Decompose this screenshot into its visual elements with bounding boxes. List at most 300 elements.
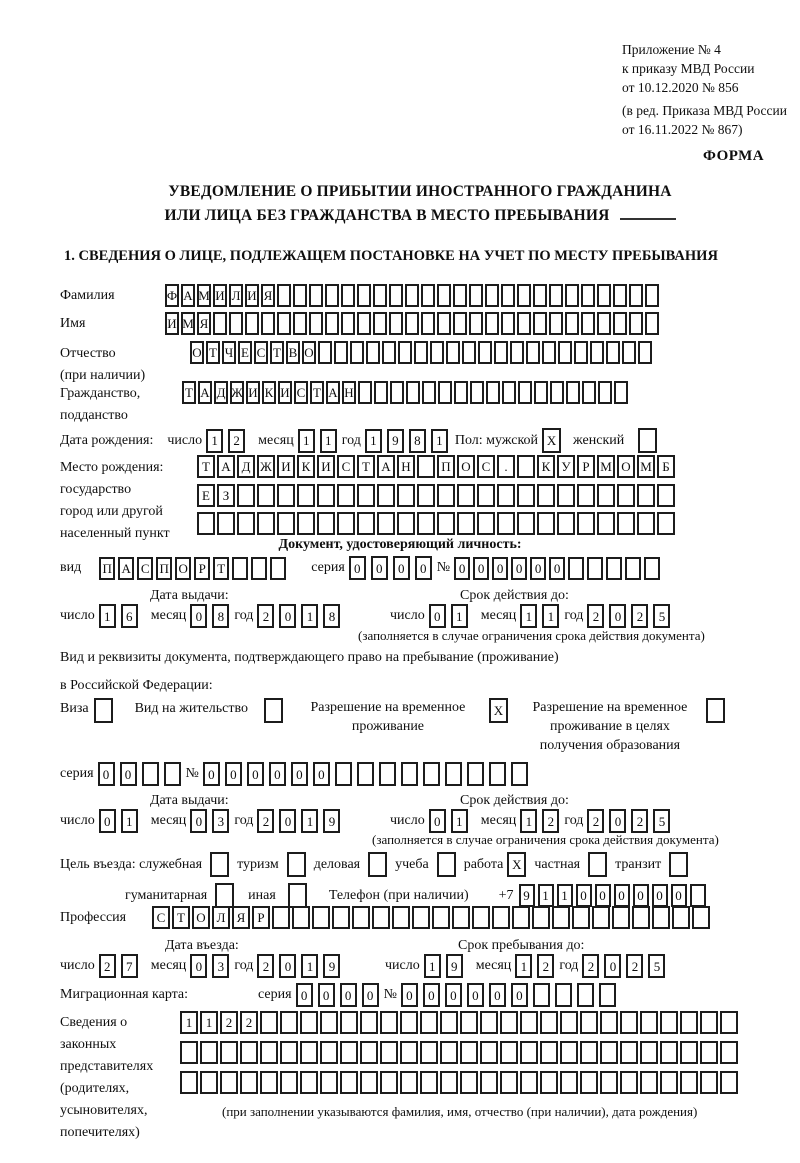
char-cell[interactable] (580, 1011, 598, 1034)
char-cell[interactable] (340, 1041, 358, 1064)
char-cell[interactable]: Ж (230, 381, 244, 404)
char-cell[interactable] (617, 484, 635, 507)
char-cell[interactable] (372, 906, 390, 929)
char-cell[interactable] (533, 983, 550, 1007)
char-cell[interactable]: 2 (582, 954, 599, 978)
char-cell[interactable]: 0 (203, 762, 220, 786)
char-cell[interactable]: М (597, 455, 615, 478)
char-cell[interactable]: С (337, 455, 355, 478)
char-cell[interactable] (357, 484, 375, 507)
char-cell[interactable] (577, 484, 595, 507)
char-cell[interactable] (597, 312, 611, 335)
char-cell[interactable] (550, 381, 564, 404)
char-cell[interactable] (200, 1071, 218, 1094)
char-cell[interactable] (320, 1071, 338, 1094)
char-cell[interactable] (292, 906, 310, 929)
char-cell[interactable] (486, 381, 500, 404)
char-cell[interactable] (597, 284, 611, 307)
char-cell[interactable]: 0 (576, 884, 592, 907)
char-cell[interactable]: 8 (323, 604, 340, 628)
char-cell[interactable] (352, 906, 370, 929)
char-cell[interactable] (577, 512, 595, 535)
char-cell[interactable] (200, 1041, 218, 1064)
char-cell[interactable] (240, 1041, 258, 1064)
char-cell[interactable] (297, 512, 315, 535)
char-cell[interactable]: 1 (538, 884, 554, 907)
char-cell[interactable] (672, 906, 690, 929)
char-cell[interactable] (540, 1041, 558, 1064)
char-cell[interactable]: 0 (279, 604, 296, 628)
char-cell[interactable] (517, 284, 531, 307)
char-cell[interactable]: 9 (446, 954, 463, 978)
char-cell[interactable]: З (217, 484, 235, 507)
char-cell[interactable] (560, 1071, 578, 1094)
char-cell[interactable] (341, 284, 355, 307)
char-cell[interactable] (420, 1071, 438, 1094)
char-cell[interactable]: Р (577, 455, 595, 478)
char-cell[interactable] (533, 284, 547, 307)
char-cell[interactable] (197, 512, 215, 535)
char-cell[interactable] (598, 381, 612, 404)
char-cell[interactable] (660, 1011, 678, 1034)
char-cell[interactable] (400, 1041, 418, 1064)
char-cell[interactable]: П (437, 455, 455, 478)
char-cell[interactable] (520, 1041, 538, 1064)
char-cell[interactable] (210, 852, 229, 877)
char-cell[interactable]: К (262, 381, 276, 404)
char-cell[interactable] (477, 484, 495, 507)
char-cell[interactable]: 6 (121, 604, 138, 628)
char-cell[interactable]: 3 (212, 809, 229, 833)
char-cell[interactable] (357, 762, 374, 786)
char-cell[interactable]: 1 (451, 809, 468, 833)
char-cell[interactable] (445, 762, 462, 786)
char-cell[interactable]: 2 (626, 954, 643, 978)
char-cell[interactable]: X (489, 698, 508, 723)
char-cell[interactable] (297, 484, 315, 507)
char-cell[interactable]: 2 (99, 954, 116, 978)
char-cell[interactable] (534, 381, 548, 404)
char-cell[interactable] (335, 762, 352, 786)
char-cell[interactable] (629, 312, 643, 335)
char-cell[interactable] (374, 381, 388, 404)
char-cell[interactable] (557, 512, 575, 535)
char-cell[interactable] (421, 312, 435, 335)
char-cell[interactable] (405, 312, 419, 335)
char-cell[interactable] (520, 1071, 538, 1094)
char-cell[interactable]: 9 (323, 809, 340, 833)
char-cell[interactable] (320, 1041, 338, 1064)
char-cell[interactable]: 0 (489, 983, 506, 1007)
char-cell[interactable]: Б (657, 455, 675, 478)
char-cell[interactable] (645, 284, 659, 307)
char-cell[interactable] (599, 983, 616, 1007)
char-cell[interactable] (357, 312, 371, 335)
char-cell[interactable]: 1 (301, 604, 318, 628)
char-cell[interactable] (437, 284, 451, 307)
char-cell[interactable] (637, 484, 655, 507)
char-cell[interactable] (293, 284, 307, 307)
char-cell[interactable] (257, 484, 275, 507)
char-cell[interactable] (469, 284, 483, 307)
char-cell[interactable] (280, 1071, 298, 1094)
char-cell[interactable] (420, 1011, 438, 1034)
char-cell[interactable]: С (294, 381, 308, 404)
char-cell[interactable]: 1 (520, 604, 537, 628)
char-cell[interactable] (518, 381, 532, 404)
char-cell[interactable] (309, 284, 323, 307)
char-cell[interactable]: 1 (431, 429, 448, 453)
char-cell[interactable]: 0 (318, 983, 335, 1007)
char-cell[interactable] (460, 1041, 478, 1064)
char-cell[interactable] (549, 312, 563, 335)
char-cell[interactable]: К (297, 455, 315, 478)
char-cell[interactable]: 0 (445, 983, 462, 1007)
char-cell[interactable] (422, 381, 436, 404)
char-cell[interactable] (317, 484, 335, 507)
char-cell[interactable] (377, 512, 395, 535)
char-cell[interactable] (657, 484, 675, 507)
char-cell[interactable] (557, 484, 575, 507)
char-cell[interactable]: 1 (301, 954, 318, 978)
char-cell[interactable] (251, 557, 267, 580)
char-cell[interactable] (560, 1011, 578, 1034)
char-cell[interactable] (312, 906, 330, 929)
char-cell[interactable]: Л (229, 284, 243, 307)
char-cell[interactable] (565, 312, 579, 335)
char-cell[interactable]: 1 (121, 809, 138, 833)
char-cell[interactable]: 0 (549, 557, 565, 580)
char-cell[interactable] (232, 557, 248, 580)
char-cell[interactable] (680, 1041, 698, 1064)
char-cell[interactable]: С (254, 341, 268, 364)
char-cell[interactable]: О (190, 341, 204, 364)
char-cell[interactable]: 1 (99, 604, 116, 628)
char-cell[interactable] (452, 906, 470, 929)
char-cell[interactable]: 0 (296, 983, 313, 1007)
char-cell[interactable] (164, 762, 181, 786)
char-cell[interactable]: И (278, 381, 292, 404)
char-cell[interactable] (645, 312, 659, 335)
char-cell[interactable]: Ж (257, 455, 275, 478)
char-cell[interactable] (280, 1041, 298, 1064)
char-cell[interactable] (497, 512, 515, 535)
char-cell[interactable] (640, 1011, 658, 1034)
char-cell[interactable] (368, 852, 387, 877)
char-cell[interactable]: 2 (257, 954, 274, 978)
char-cell[interactable] (340, 1011, 358, 1034)
char-cell[interactable]: 1 (206, 429, 223, 453)
char-cell[interactable] (293, 312, 307, 335)
char-cell[interactable] (412, 906, 430, 929)
char-cell[interactable] (390, 381, 404, 404)
char-cell[interactable]: 0 (671, 884, 687, 907)
char-cell[interactable]: П (156, 557, 172, 580)
char-cell[interactable]: 0 (279, 809, 296, 833)
char-cell[interactable] (581, 312, 595, 335)
char-cell[interactable]: 9 (519, 884, 535, 907)
char-cell[interactable] (700, 1011, 718, 1034)
char-cell[interactable] (264, 698, 283, 723)
char-cell[interactable] (590, 341, 604, 364)
char-cell[interactable] (582, 381, 596, 404)
char-cell[interactable]: 7 (121, 954, 138, 978)
char-cell[interactable]: С (137, 557, 153, 580)
char-cell[interactable]: Р (194, 557, 210, 580)
char-cell[interactable] (511, 762, 528, 786)
char-cell[interactable] (501, 284, 515, 307)
char-cell[interactable] (217, 512, 235, 535)
char-cell[interactable]: 2 (240, 1011, 258, 1034)
char-cell[interactable]: X (507, 852, 526, 877)
char-cell[interactable] (457, 512, 475, 535)
char-cell[interactable]: К (537, 455, 555, 478)
char-cell[interactable]: И (245, 284, 259, 307)
char-cell[interactable] (377, 484, 395, 507)
char-cell[interactable] (277, 284, 291, 307)
char-cell[interactable] (638, 341, 652, 364)
char-cell[interactable] (500, 1041, 518, 1064)
char-cell[interactable]: 0 (98, 762, 115, 786)
char-cell[interactable]: 2 (587, 809, 604, 833)
char-cell[interactable] (287, 852, 306, 877)
char-cell[interactable] (558, 341, 572, 364)
char-cell[interactable] (706, 698, 725, 723)
char-cell[interactable] (669, 852, 688, 877)
char-cell[interactable]: 0 (247, 762, 264, 786)
char-cell[interactable] (380, 1011, 398, 1034)
char-cell[interactable]: 0 (401, 983, 418, 1007)
char-cell[interactable]: А (198, 381, 212, 404)
char-cell[interactable] (502, 381, 516, 404)
char-cell[interactable] (317, 512, 335, 535)
char-cell[interactable] (460, 1071, 478, 1094)
char-cell[interactable] (288, 883, 307, 908)
char-cell[interactable] (398, 341, 412, 364)
char-cell[interactable] (220, 1071, 238, 1094)
char-cell[interactable] (446, 341, 460, 364)
char-cell[interactable]: 0 (120, 762, 137, 786)
char-cell[interactable] (606, 341, 620, 364)
char-cell[interactable]: 0 (609, 604, 626, 628)
char-cell[interactable] (560, 1041, 578, 1064)
char-cell[interactable] (470, 381, 484, 404)
char-cell[interactable] (277, 312, 291, 335)
char-cell[interactable]: 5 (653, 604, 670, 628)
char-cell[interactable] (533, 312, 547, 335)
char-cell[interactable] (640, 1071, 658, 1094)
char-cell[interactable] (632, 906, 650, 929)
char-cell[interactable]: 2 (537, 954, 554, 978)
char-cell[interactable] (517, 455, 535, 478)
char-cell[interactable] (420, 1041, 438, 1064)
char-cell[interactable] (597, 484, 615, 507)
char-cell[interactable] (565, 284, 579, 307)
char-cell[interactable]: Т (182, 381, 196, 404)
char-cell[interactable]: 0 (313, 762, 330, 786)
char-cell[interactable] (334, 341, 348, 364)
char-cell[interactable] (261, 312, 275, 335)
char-cell[interactable]: 0 (190, 954, 207, 978)
char-cell[interactable] (614, 381, 628, 404)
char-cell[interactable] (400, 1071, 418, 1094)
char-cell[interactable]: М (637, 455, 655, 478)
char-cell[interactable] (600, 1011, 618, 1034)
char-cell[interactable] (437, 852, 456, 877)
char-cell[interactable]: А (118, 557, 134, 580)
char-cell[interactable]: М (181, 312, 195, 335)
char-cell[interactable] (237, 484, 255, 507)
char-cell[interactable] (417, 512, 435, 535)
char-cell[interactable] (692, 906, 710, 929)
char-cell[interactable] (572, 906, 590, 929)
char-cell[interactable]: Я (232, 906, 250, 929)
char-cell[interactable]: Н (397, 455, 415, 478)
char-cell[interactable]: И (213, 284, 227, 307)
char-cell[interactable] (501, 312, 515, 335)
char-cell[interactable] (485, 312, 499, 335)
char-cell[interactable]: М (197, 284, 211, 307)
char-cell[interactable] (260, 1041, 278, 1064)
char-cell[interactable]: Т (310, 381, 324, 404)
char-cell[interactable]: О (192, 906, 210, 929)
char-cell[interactable]: Т (213, 557, 229, 580)
char-cell[interactable]: 0 (371, 556, 388, 580)
char-cell[interactable] (680, 1071, 698, 1094)
char-cell[interactable] (220, 1041, 238, 1064)
char-cell[interactable] (660, 1071, 678, 1094)
char-cell[interactable] (620, 1011, 638, 1034)
char-cell[interactable] (280, 1011, 298, 1034)
char-cell[interactable] (360, 1071, 378, 1094)
char-cell[interactable] (478, 341, 492, 364)
char-cell[interactable] (720, 1011, 738, 1034)
char-cell[interactable]: 5 (648, 954, 665, 978)
char-cell[interactable]: 0 (393, 556, 410, 580)
char-cell[interactable] (629, 284, 643, 307)
char-cell[interactable] (277, 484, 295, 507)
char-cell[interactable]: 9 (323, 954, 340, 978)
char-cell[interactable] (360, 1011, 378, 1034)
char-cell[interactable]: Т (270, 341, 284, 364)
char-cell[interactable]: О (457, 455, 475, 478)
char-cell[interactable]: Н (342, 381, 356, 404)
char-cell[interactable]: 0 (349, 556, 366, 580)
char-cell[interactable] (437, 484, 455, 507)
char-cell[interactable] (467, 762, 484, 786)
char-cell[interactable] (477, 512, 495, 535)
char-cell[interactable] (657, 512, 675, 535)
char-cell[interactable] (350, 341, 364, 364)
char-cell[interactable]: 9 (387, 429, 404, 453)
char-cell[interactable]: 5 (653, 809, 670, 833)
char-cell[interactable] (406, 381, 420, 404)
char-cell[interactable] (337, 484, 355, 507)
char-cell[interactable] (485, 284, 499, 307)
char-cell[interactable]: 2 (631, 604, 648, 628)
char-cell[interactable] (580, 1071, 598, 1094)
char-cell[interactable]: О (617, 455, 635, 478)
char-cell[interactable]: И (246, 381, 260, 404)
char-cell[interactable]: 0 (429, 809, 446, 833)
char-cell[interactable]: С (152, 906, 170, 929)
char-cell[interactable] (237, 512, 255, 535)
char-cell[interactable] (555, 983, 572, 1007)
char-cell[interactable] (606, 557, 622, 580)
char-cell[interactable] (142, 762, 159, 786)
char-cell[interactable] (380, 1071, 398, 1094)
char-cell[interactable] (453, 284, 467, 307)
char-cell[interactable]: 0 (99, 809, 116, 833)
char-cell[interactable]: 0 (595, 884, 611, 907)
char-cell[interactable] (574, 341, 588, 364)
char-cell[interactable]: А (181, 284, 195, 307)
char-cell[interactable] (389, 284, 403, 307)
char-cell[interactable] (437, 512, 455, 535)
char-cell[interactable]: 0 (492, 557, 508, 580)
char-cell[interactable] (644, 557, 660, 580)
char-cell[interactable] (566, 381, 580, 404)
char-cell[interactable]: 0 (614, 884, 630, 907)
char-cell[interactable] (417, 484, 435, 507)
char-cell[interactable] (497, 484, 515, 507)
char-cell[interactable]: 0 (190, 809, 207, 833)
char-cell[interactable] (405, 284, 419, 307)
char-cell[interactable] (421, 284, 435, 307)
char-cell[interactable]: Ф (165, 284, 179, 307)
char-cell[interactable] (492, 906, 510, 929)
char-cell[interactable]: 2 (257, 604, 274, 628)
char-cell[interactable] (660, 1041, 678, 1064)
char-cell[interactable] (382, 341, 396, 364)
char-cell[interactable] (652, 906, 670, 929)
char-cell[interactable] (640, 1041, 658, 1064)
char-cell[interactable]: В (286, 341, 300, 364)
char-cell[interactable] (440, 1041, 458, 1064)
char-cell[interactable]: 2 (220, 1011, 238, 1034)
char-cell[interactable]: 0 (340, 983, 357, 1007)
char-cell[interactable]: О (175, 557, 191, 580)
char-cell[interactable]: 0 (429, 604, 446, 628)
char-cell[interactable]: 0 (633, 884, 649, 907)
char-cell[interactable] (277, 512, 295, 535)
char-cell[interactable] (510, 341, 524, 364)
char-cell[interactable]: 0 (467, 983, 484, 1007)
char-cell[interactable]: 1 (365, 429, 382, 453)
char-cell[interactable] (622, 341, 636, 364)
char-cell[interactable]: 0 (362, 983, 379, 1007)
char-cell[interactable] (580, 1041, 598, 1064)
char-cell[interactable] (613, 312, 627, 335)
char-cell[interactable] (517, 484, 535, 507)
char-cell[interactable] (300, 1011, 318, 1034)
char-cell[interactable]: А (377, 455, 395, 478)
char-cell[interactable] (625, 557, 641, 580)
char-cell[interactable]: Р (252, 906, 270, 929)
char-cell[interactable]: И (317, 455, 335, 478)
char-cell[interactable] (537, 512, 555, 535)
char-cell[interactable] (690, 884, 706, 907)
char-cell[interactable] (453, 312, 467, 335)
char-cell[interactable]: 8 (409, 429, 426, 453)
char-cell[interactable] (380, 1041, 398, 1064)
char-cell[interactable] (620, 1071, 638, 1094)
char-cell[interactable] (720, 1041, 738, 1064)
char-cell[interactable] (397, 484, 415, 507)
char-cell[interactable] (613, 284, 627, 307)
char-cell[interactable] (592, 906, 610, 929)
char-cell[interactable]: X (542, 428, 561, 453)
